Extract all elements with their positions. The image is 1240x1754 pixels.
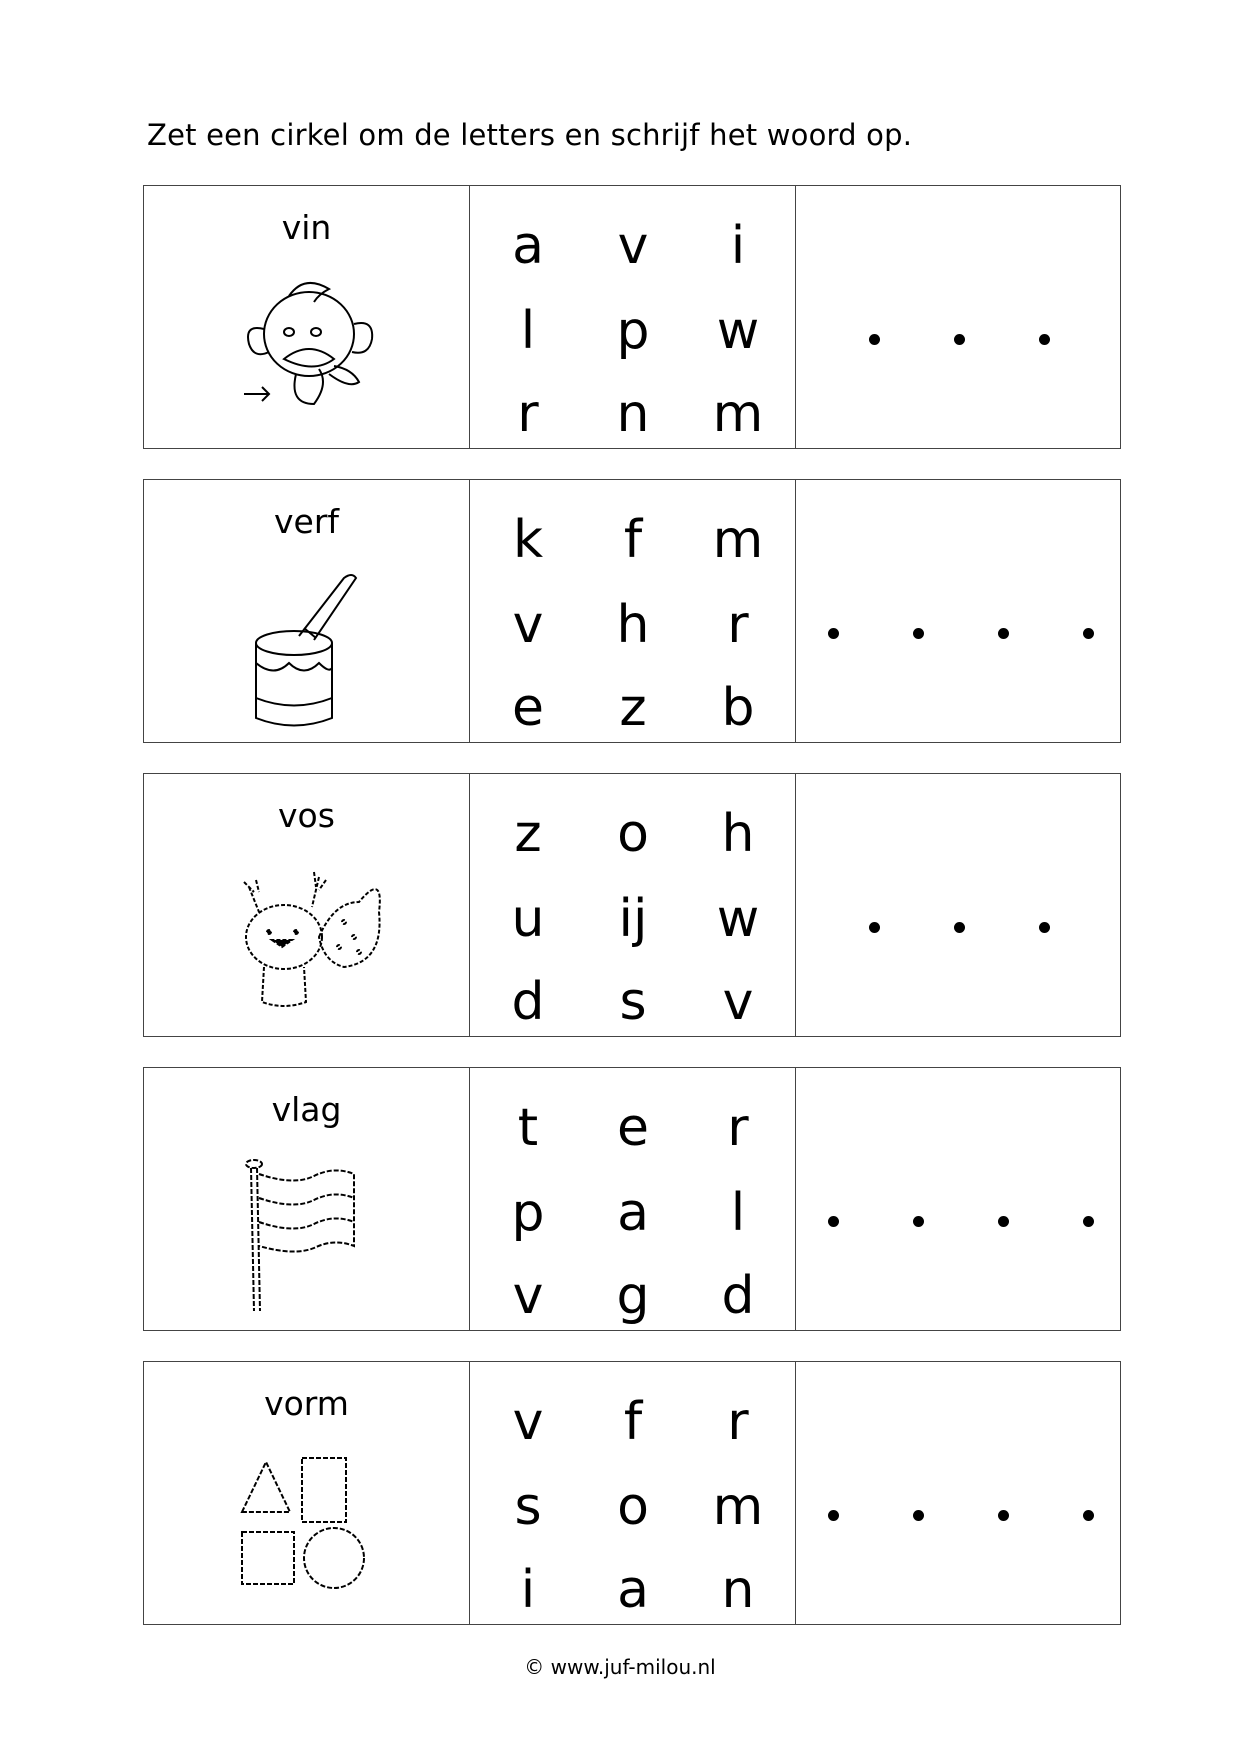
exercise-row [143,773,1121,1037]
target-word: vorm [264,1384,349,1423]
letter-grid [470,186,796,448]
exercise-row [143,185,1121,449]
dot [913,1216,924,1227]
letter[interactable]: t [517,1098,539,1158]
letter[interactable]: a [512,216,544,276]
letter[interactable]: r [517,384,539,444]
dot [1083,628,1094,639]
letter[interactable]: b [721,678,755,738]
answer-dots [796,1510,1120,1530]
letter[interactable]: v [512,1266,544,1326]
target-word: vin [281,208,332,247]
letter[interactable]: f [623,1392,643,1452]
letter[interactable]: p [616,301,650,361]
copyright-footer: © www.juf-milou.nl [524,1655,716,1679]
dot [954,334,965,345]
dot [998,1510,1009,1521]
letter[interactable]: o [617,804,649,864]
letter[interactable]: ij [618,889,648,949]
answer-cell[interactable] [796,1068,1120,1330]
letter[interactable]: z [619,678,647,738]
answer-dots [796,922,1120,942]
letter[interactable]: w [716,301,760,361]
letter[interactable]: o [617,1477,649,1537]
picture-cell [144,480,470,742]
fish-icon [234,274,384,434]
dot [828,1216,839,1227]
answer-cell[interactable] [796,1362,1120,1624]
letter[interactable]: l [520,301,536,361]
picture-cell [144,774,470,1036]
letter[interactable]: u [511,889,545,949]
letter[interactable]: g [616,1266,650,1326]
dot [913,628,924,639]
target-word: vos [278,796,335,835]
letter[interactable]: m [712,1477,764,1537]
exercise-row [143,479,1121,743]
answer-dots [796,1216,1120,1236]
letter[interactable]: v [617,216,649,276]
letter[interactable]: i [730,216,746,276]
answer-cell[interactable] [796,186,1120,448]
dot [828,1510,839,1521]
letter[interactable]: r [727,1098,749,1158]
picture-cell [144,1362,470,1624]
letter[interactable]: d [721,1266,755,1326]
dot [998,628,1009,639]
dot [1083,1510,1094,1521]
dot [1039,334,1050,345]
answer-cell[interactable] [796,774,1120,1036]
answer-dots [796,334,1120,354]
letter[interactable]: n [721,1560,755,1620]
letter[interactable]: w [716,889,760,949]
letter[interactable]: p [511,1183,545,1243]
letter[interactable]: l [730,1183,746,1243]
letter-grid [470,1068,796,1330]
letter-grid [470,774,796,1036]
letter[interactable]: r [727,1392,749,1452]
letter[interactable]: v [722,972,754,1032]
letter[interactable]: m [712,510,764,570]
answer-cell[interactable] [796,480,1120,742]
letter[interactable]: s [619,972,647,1032]
picture-cell [144,186,470,448]
dot [913,1510,924,1521]
target-word: verf [273,502,340,541]
dot [1083,1216,1094,1227]
letter[interactable]: s [514,1477,542,1537]
letter[interactable]: e [617,1098,649,1158]
letter[interactable]: v [512,595,544,655]
letter[interactable]: d [511,972,545,1032]
fox-icon [234,862,384,1022]
letter[interactable]: z [514,804,542,864]
exercise-row [143,1361,1121,1625]
exercise-row [143,1067,1121,1331]
letter[interactable]: e [512,678,544,738]
letter[interactable]: r [727,595,749,655]
picture-cell [144,1068,470,1330]
paint-can-icon [234,568,384,728]
dot [869,922,880,933]
letter-grid [470,480,796,742]
target-word: vlag [271,1090,342,1129]
letter[interactable]: m [712,384,764,444]
letter[interactable]: i [520,1560,536,1620]
letter[interactable]: a [617,1560,649,1620]
dot [828,628,839,639]
letter[interactable]: v [512,1392,544,1452]
instruction-text: Zet een cirkel om de letters en schrijf het woord op. [147,118,913,152]
letter[interactable]: a [617,1183,649,1243]
letter[interactable]: h [616,595,650,655]
dot [954,922,965,933]
letter[interactable]: n [616,384,650,444]
flag-icon [234,1156,384,1316]
letter[interactable]: h [721,804,755,864]
dot [1039,922,1050,933]
letter[interactable]: k [512,510,544,570]
letter-grid [470,1362,796,1624]
answer-dots [796,628,1120,648]
shapes-icon [234,1450,384,1610]
dot [998,1216,1009,1227]
dot [869,334,880,345]
letter[interactable]: f [623,510,643,570]
